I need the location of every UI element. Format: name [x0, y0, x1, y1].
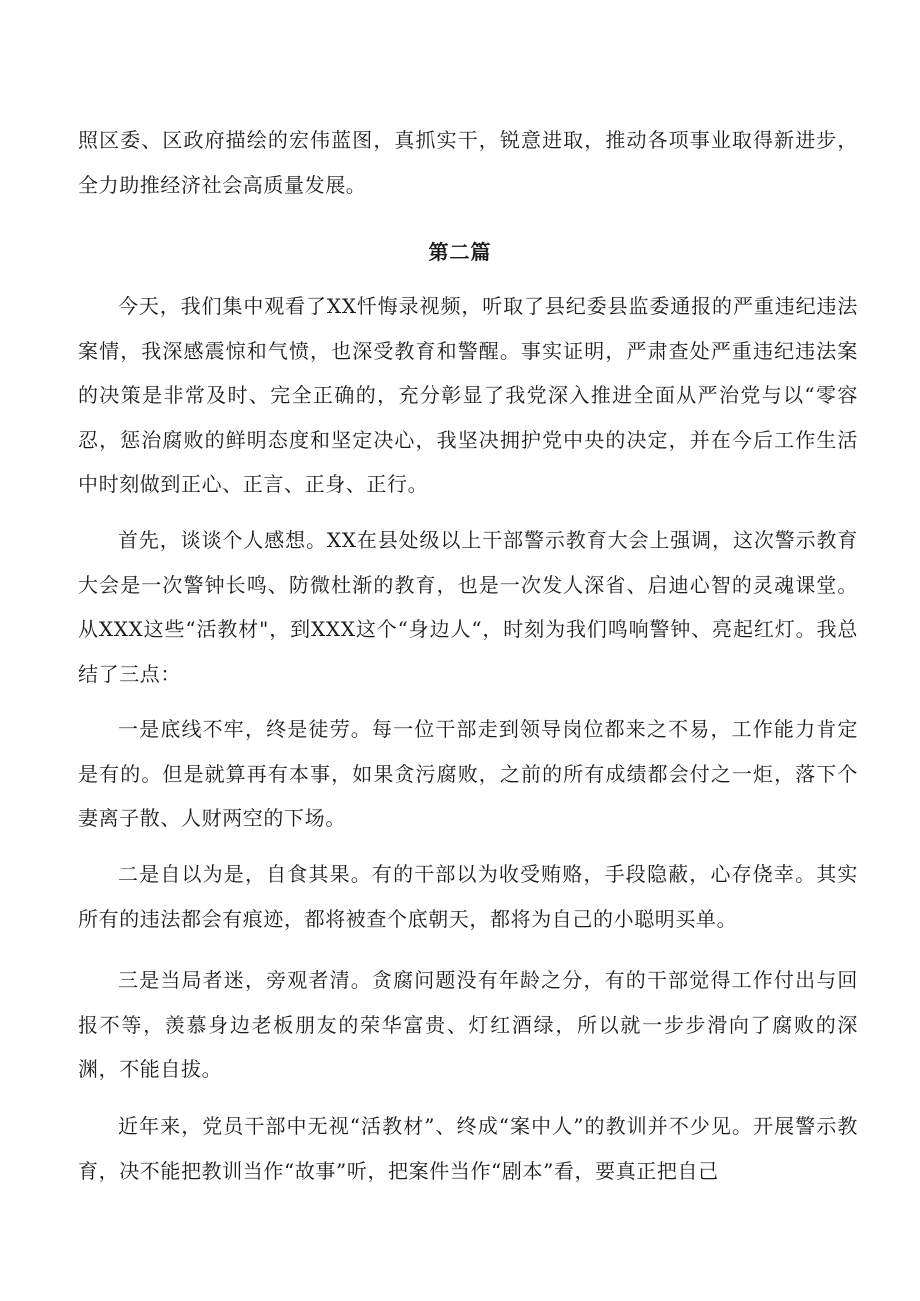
- paragraph-intro: 今天，我们集中观看了XX忏悔录视频，听取了县纪委县监委通报的严重违纪违法案情，我深感震惊和气愤，也深受教育和警醒。事实证明，严肃查处严重违纪违法案的决策是非常及时、完全正确的，充分彰显了我党深入推进全面从严治党与以“零容忍，惩治腐败的鲜明态度和坚定决心，我坚决拥护党中央的决定，并在今后工作生活中时刻做到正心、正言、正身、正行。: [78, 294, 858, 496]
- section-title: 第二篇: [428, 240, 492, 264]
- paragraph-point-three: 三是当局者迷，旁观者清。贪腐问题没有年龄之分，有的干部觉得工作付出与回报不等，羡慕身边老板朋友的荣华富贵、灯红酒绿，所以就一步步滑向了腐败的深渊，不能自拔。: [78, 968, 858, 1081]
- paragraph-point-two: 二是自以为是，自食其果。有的干部以为收受贿赂，手段隐蔽，心存侥幸。其实所有的违法都会有痕迹，都将被查个底朝天，都将为自己的小聪明买单。: [78, 862, 858, 931]
- continuation-paragraph: 照区委、区政府描绘的宏伟蓝图，真抓实干，锐意进取，推动各项事业取得新进步，全力助推经济社会高质量发展。: [78, 128, 858, 197]
- paragraph-point-one: 一是底线不牢，终是徒劳。每一位干部走到领导岗位都来之不易，工作能力肯定是有的。但是就算再有本事，如果贪污腐败，之前的所有成绩都会付之一炬，落下个妻离子散、人财两空的下场。: [78, 717, 858, 830]
- paragraph-personal-thoughts: 首先，谈谈个人感想。XX在县处级以上干部警示教育大会上强调，这次警示教育大会是一次警钟长鸣、防微杜渐的教育，也是一次发人深省、启迪心智的灵魂课堂。从XXX这些“活教材"，到XXX这个“身边人“，时刻为我们鸣响警钟、亮起红灯。我总结了三点：: [78, 528, 858, 686]
- paragraph-recent-years: 近年来，党员干部中无视“活教材”、终成“案中人”的教训并不少见。开展警示教育，决不能把教训当作“故事”听，把案件当作“剧本”看，要真正把自己: [78, 1114, 858, 1183]
